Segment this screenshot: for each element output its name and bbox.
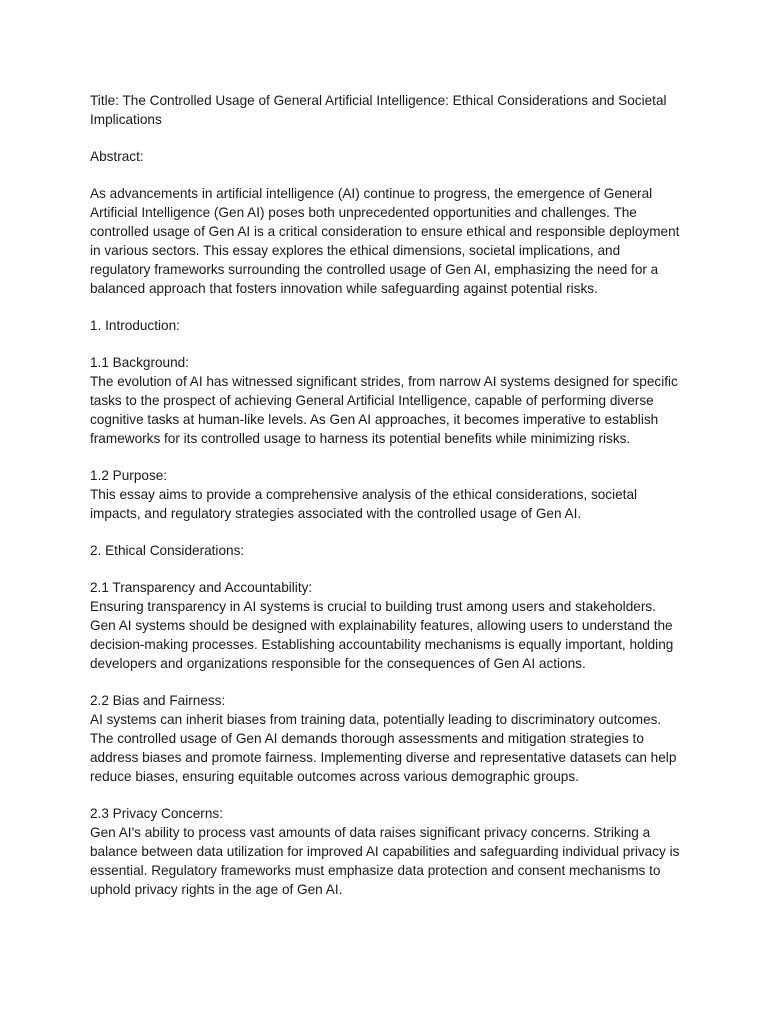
transparency-paragraph: Ensuring transparency in AI systems is crucial to building trust among users and stakeholders. Gen AI systems should be designed with explainability features, allowing users to understand the decision-making processes. Establishing accountability mechanisms is equally important, holding developers and organizations responsible for the consequences of Gen AI actions. bbox=[90, 599, 674, 671]
title-block bbox=[90, 91, 680, 129]
purpose-paragraph: This essay aims to provide a comprehensive analysis of the ethical considerations, societal impacts, and regulatory strategies associated with the controlled usage of Gen AI. bbox=[90, 487, 638, 521]
subsection-heading-transparency: 2.1 Transparency and Accountability: bbox=[90, 580, 313, 595]
subsection-1-2 bbox=[90, 466, 680, 523]
subsection-2-3 bbox=[90, 804, 680, 899]
section-heading-introduction: 1. Introduction: bbox=[90, 318, 180, 333]
privacy-paragraph: Gen AI's ability to process vast amounts of data raises significant privacy concerns. Striking a balance between data utilization for improved AI capabilities and safeguarding individual privacy is essential. Regulatory frameworks must emphasize data protection and consent mechanisms to uphold privacy rights in the age of Gen AI. bbox=[90, 825, 680, 897]
subsection-heading-privacy: 2.3 Privacy Concerns: bbox=[90, 806, 223, 821]
subsection-heading-purpose: 1.2 Purpose: bbox=[90, 468, 168, 483]
background-paragraph: The evolution of AI has witnessed significant strides, from narrow AI systems designed for specific tasks to the prospect of achieving General Artificial Intelligence, capable of performing diverse cognitive tasks at human-like levels. As Gen AI approaches, it becomes imperative to establish frameworks for its controlled usage to harness its potential benefits while minimizing risks. bbox=[90, 374, 678, 446]
abstract-block bbox=[90, 184, 680, 298]
document-body bbox=[90, 91, 680, 899]
section-1-heading-block bbox=[90, 316, 680, 335]
section-heading-ethical-considerations: 2. Ethical Considerations: bbox=[90, 543, 245, 558]
bias-paragraph: AI systems can inherit biases from training data, potentially leading to discriminatory outcomes. The controlled usage of Gen AI demands thorough assessments and mitigation strategies to address biases and promote fairness. Implementing diverse and representative datasets can help reduce biases, ensuring equitable outcomes across various demographic groups. bbox=[90, 712, 677, 784]
abstract-heading-block bbox=[90, 147, 680, 166]
subsection-2-1 bbox=[90, 578, 680, 673]
subsection-2-2 bbox=[90, 691, 680, 786]
subsection-heading-background: 1.1 Background: bbox=[90, 355, 189, 370]
subsection-1-1 bbox=[90, 353, 680, 448]
subsection-heading-bias: 2.2 Bias and Fairness: bbox=[90, 693, 226, 708]
abstract-paragraph: As advancements in artificial intelligence (AI) continue to progress, the emergence of General Artificial Intelligence (Gen AI) poses both unprecedented opportunities and challenges. The controlled usage of Gen AI is a critical consideration to ensure ethical and responsible deployment in various sectors. This essay explores the ethical dimensions, societal implications, and regulatory frameworks surrounding the controlled usage of Gen AI, emphasizing the need for a balanced approach that fosters innovation while safeguarding against potential risks. bbox=[90, 186, 680, 296]
document-title: Title: The Controlled Usage of General Artificial Intelligence: Ethical Considerations and Societal Implications bbox=[90, 93, 667, 127]
abstract-heading: Abstract: bbox=[90, 149, 144, 164]
section-2-heading-block bbox=[90, 541, 680, 560]
